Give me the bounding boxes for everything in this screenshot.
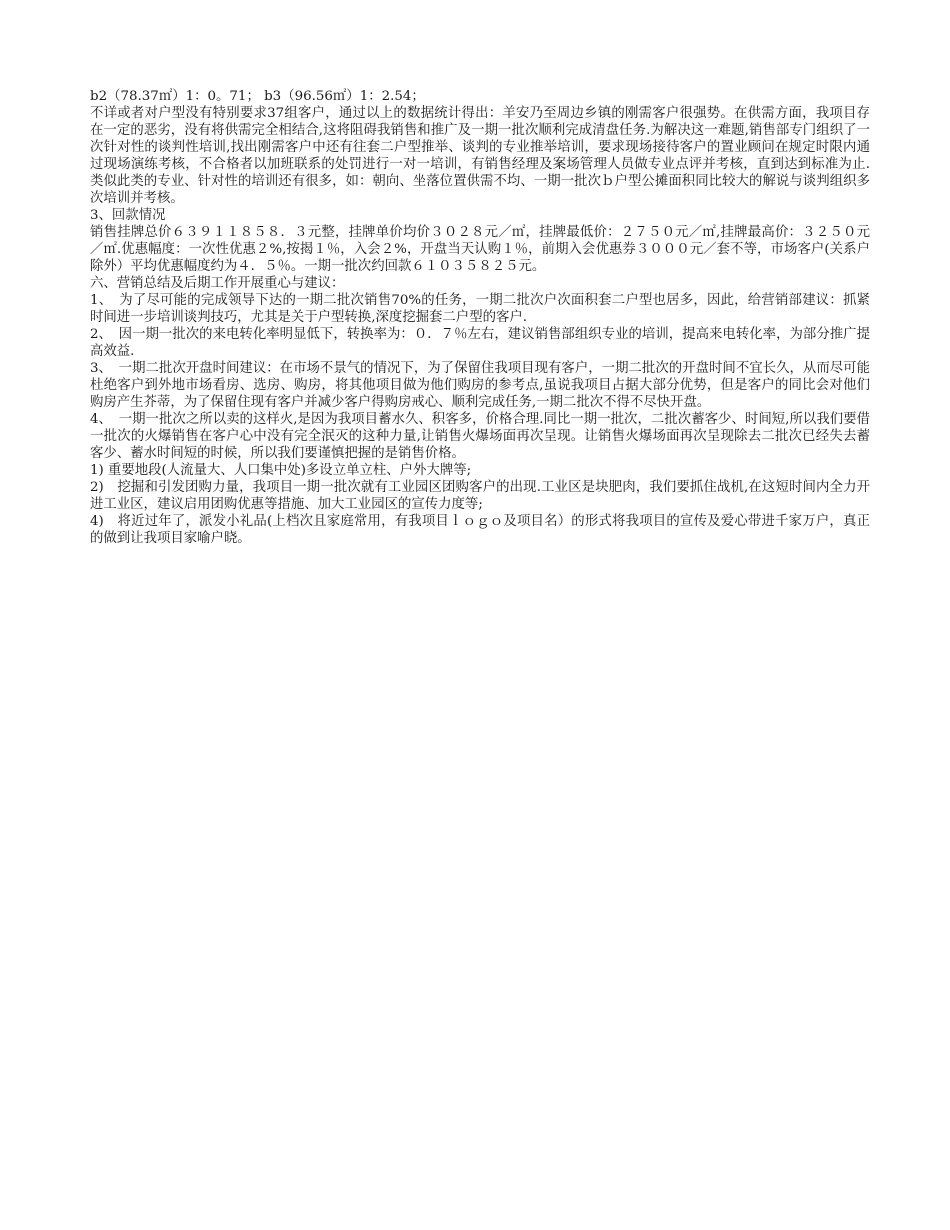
- measure-item-2: 2) 挖掘和引发团购力量，我项目一期一批次就有工业园区团购客户的出现.工业区是块肥肉，我们要抓住战机,在这短时间内全力开进工业区，建议启用团购优惠等措施、加大工业园区的宣传力度等;: [90, 480, 870, 512]
- suggestion-item-4: 4、 一期一批次之所以卖的这样火,是因为我项目蓄水久、积客多，价格合理.同比一期一批次，二批次蓄客少、时间短,所以我们要借一批次的火爆销售在客户心中没有完全泯灭的这种力量,让销售火爆场面再次呈现。让销售火爆场面再次呈现除去二批次已经失去蓄客少、蓄水时间短的时候，所以我们要谨慎把握的是销售价格。: [90, 412, 870, 461]
- suggestion-item-3: 3、 一期二批次开盘时间建议：在市场不景气的情况下，为了保留住我项目现有客户，一期二批次的开盘时间不宜长久，从而尽可能杜绝客户到外地市场看房、选房、购房，将其他项目做为他们购房的参考点,虽说我项目占据大部分优势，但是客户的同比会对他们购房产生芥蒂，为了保留住现有客户并减少客户得购房戒心、顺利完成任务,一期二批次不得不尽快开盘。: [90, 361, 870, 410]
- suggestion-item-1: 1、 为了尽可能的完成领导下达的一期二批次销售70%的任务，一期二批次户次面积套二户型也居多，因此，给营销部建议：抓紧时间进一步培训谈判技巧，尤其是关于户型转换,深度挖掘套二户型的客户.: [90, 293, 870, 325]
- measure-item-1: 1) 重要地段(人流量大、人口集中处)多设立单立柱、户外大牌等;: [90, 463, 472, 478]
- section-heading-payment: 3、回款情况: [90, 208, 166, 223]
- section-heading-summary: 六、营销总结及后期工作开展重心与建议：: [90, 276, 345, 291]
- document-body: [90, 88, 870, 547]
- payment-paragraph: 销售挂牌总价６３９１１８５８．３元整，挂牌单价均价３０２８元／㎡，挂牌最低价：２７５０元／㎡,挂牌最高价：３２５０元／㎡.优惠幅度：一次性优惠２%,按揭１％，入会２%，开盘当天认购１％，前期入会优惠券３０００元／套不等，市场客户(关系户除外）平均优惠幅度约为４．５％。一期一批次约回款６１０３５８２５元。: [90, 225, 870, 274]
- measure-item-4: 4) 将近过年了，派发小礼品(上档次且家庭常用，有我项目ｌｏｇｏ及项目名）的形式将我项目的宣传及爱心带进千家万户，真正的做到让我项目家喻户晓。: [90, 514, 870, 546]
- unit-ratio-line: b2（78.37㎡）1：0。71； b3（96.56㎡）1：2.54；: [90, 89, 425, 104]
- training-paragraph: 不详或者对户型没有特别要求37组客户，通过以上的数据统计得出：羊安乃至周边乡镇的刚需客户很强势。在供需方面，我项目存在一定的恶劣，没有将供需完全相结合,这将阻碍我销售和推广及一期一批次顺利完成清盘任务.为解决这一难题,销售部专门组织了一次针对性的谈判性培训,找出刚需客户中还有往套二户型推举、谈判的专业推举培训，要求现场接待客户的置业顾问在规定时限内通过现场演练考核，不合格者以加班联系的处罚进行一对一培训，有销售经理及案场管理人员做专业点评并考核，直到达到标准为止.类似此类的专业、针对性的培训还有很多，如：朝向、坐落位置供需不均、一期一批次ｂ户型公摊面积同比较大的解说与谈判组织多次培训并考核。: [90, 106, 870, 206]
- suggestion-item-2: 2、 因一期一批次的来电转化率明显低下，转换率为：０．７％左右，建议销售部组织专业的培训，提高来电转化率，为部分推广提高效益.: [90, 327, 870, 359]
